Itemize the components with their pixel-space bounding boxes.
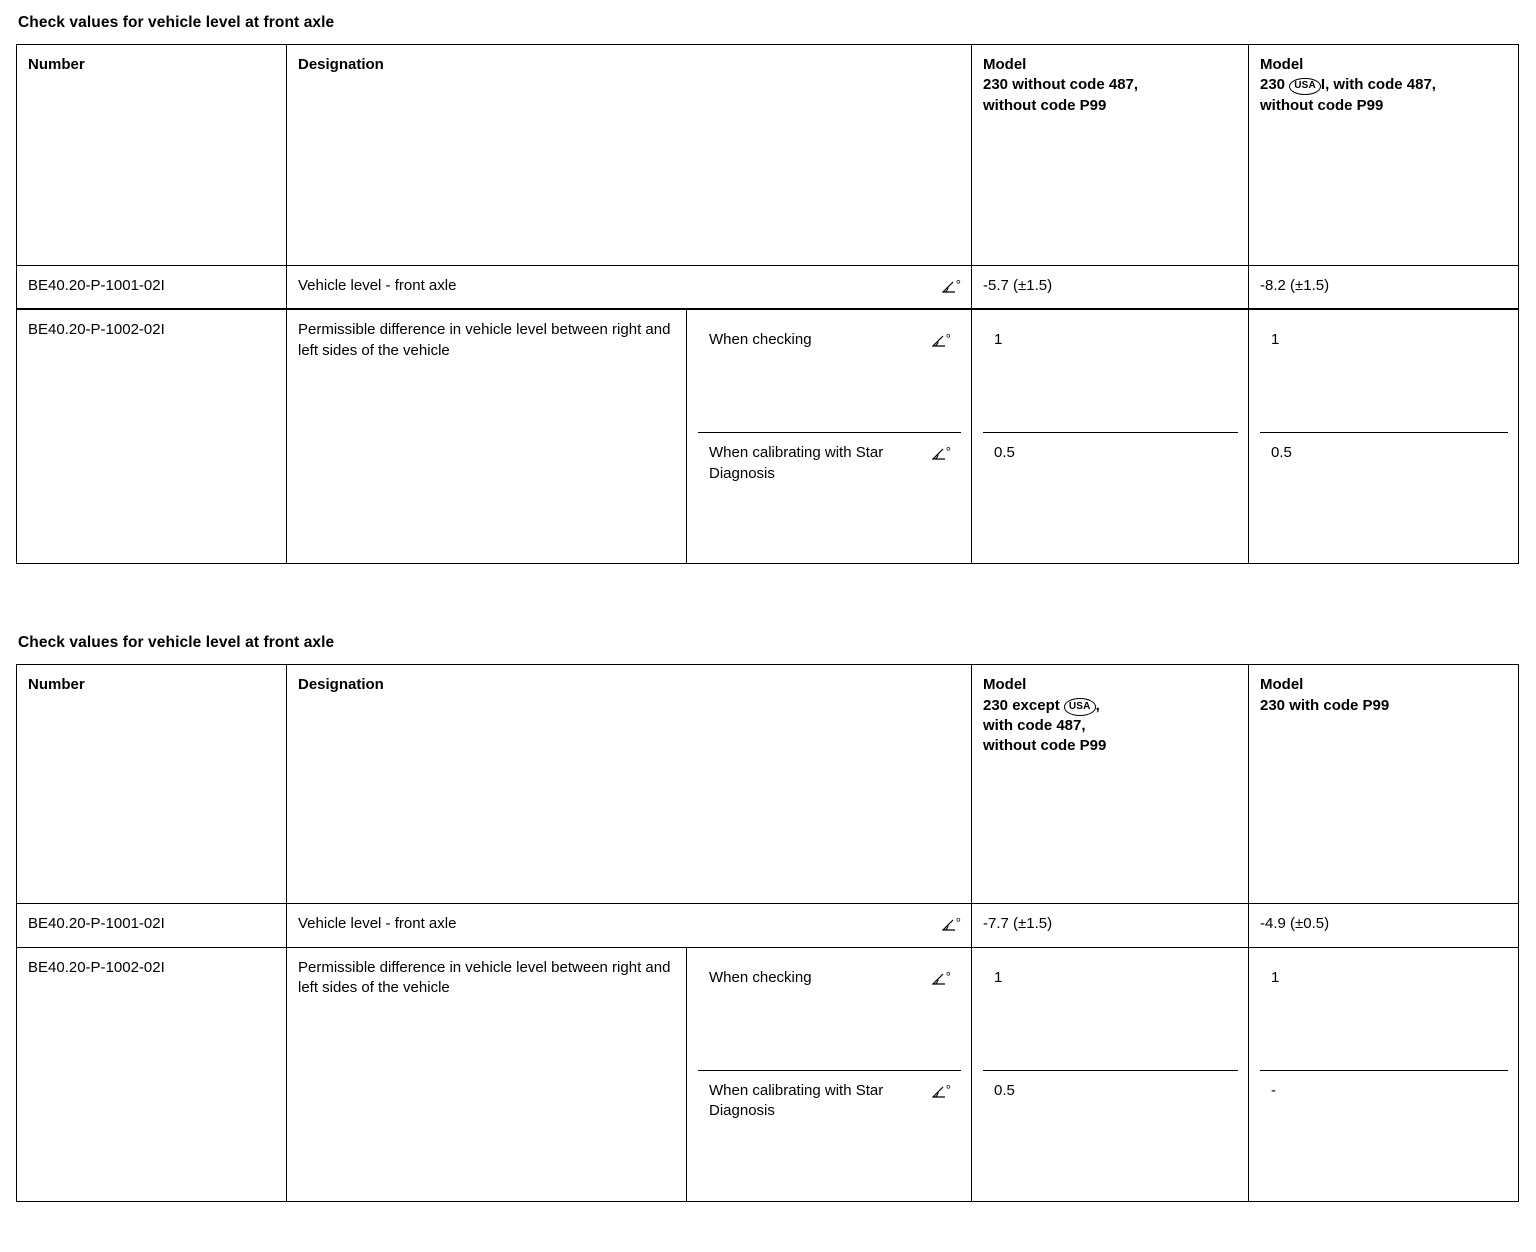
sub-value-cell-model-2 [1249,947,1519,1201]
sub-label-table [698,320,961,553]
row-designation-text: Vehicle level - front axle [298,915,457,933]
model-2-line-1: Model [1260,676,1304,694]
sub-row-label: When calibrating with Star Diagnosis [709,1081,884,1119]
sub-row-value: 1 [983,320,1238,433]
sub-row-label: When checking [709,331,812,349]
sub-row [1260,433,1508,554]
section-spacer [16,564,1520,634]
model-1-line-3: without code P99 [983,96,1107,114]
usa-badge-icon: USA [1064,698,1096,716]
row-number: BE40.20-P-1002-02I [17,309,287,564]
sub-row-label-cell [698,1070,961,1191]
sub-row-value: - [1271,1081,1276,1099]
section-title: Check values for vehicle level at front axle [18,14,335,31]
row-designation [287,904,972,947]
model-1-line-2 [983,696,1238,716]
sub-row-label: When checking [709,968,812,986]
angle-icon [932,1086,946,1098]
model-1-line-2: 230 without code 487, [983,76,1139,94]
sub-row [698,958,961,1071]
row-number: BE40.20-P-1001-02I [17,904,287,947]
section-title: Check values for vehicle level at front axle [18,634,335,652]
sub-row-value: 0.5 [1271,444,1292,462]
sub-row [1260,1070,1508,1191]
spec-section-1 [16,14,1520,564]
row-value-model-2: -8.2 (±1.5) [1249,266,1519,310]
column-header-model-1 [972,45,1249,266]
model-2-suffix: I, with code 487, [1320,76,1436,94]
angle-unit [917,330,951,352]
sub-value-cell-model-2 [1249,309,1519,564]
check-values-table-1 [16,44,1519,564]
check-values-table-2 [16,664,1519,1201]
row-value-model-1: -7.7 (±1.5) [972,904,1249,947]
column-header-model-2 [1249,665,1519,904]
angle-unit [927,914,961,936]
sub-row-value: 0.5 [994,444,1015,462]
column-header-designation: Designation [287,45,972,266]
column-header-number: Number [17,45,287,266]
row-designation-text: Permissible difference in vehicle level between right and left sides of the vehicle [298,321,671,359]
model-1-line-4: without code P99 [983,737,1107,754]
column-header-model-2 [1249,45,1519,266]
degree-symbol: ° [955,277,961,292]
sub-row-value: 1 [1260,320,1508,433]
sub-value-table [1260,958,1508,1191]
spec-section-2 [16,634,1520,1201]
angle-icon [932,335,946,347]
sub-row [698,320,961,433]
table-header-row [17,665,1519,904]
angle-unit [917,443,951,465]
sub-value-table [983,958,1238,1191]
model-2-prefix: 230 [1260,76,1290,94]
angle-icon [932,448,946,460]
sub-row-label: When calibrating with Star Diagnosis [709,444,884,482]
sub-label-cell [687,947,972,1201]
usa-badge-icon: USA [1289,78,1321,96]
sub-label-cell [687,309,972,564]
sub-row [1260,958,1508,1071]
sub-value-cell-model-1 [972,947,1249,1201]
table-header-row [17,45,1519,266]
row-designation [287,947,687,1201]
model-1-suffix: , [1095,696,1100,714]
degree-symbol: ° [955,915,961,931]
sub-value-table [1260,320,1508,553]
sub-label-table [698,958,961,1191]
sub-row-label-cell [698,320,961,433]
column-header-designation: Designation [287,665,972,904]
model-2-line-1: Model [1260,56,1304,73]
degree-symbol: ° [945,968,951,984]
column-header-model-1 [972,665,1249,904]
sub-value-cell-model-1 [972,309,1249,564]
sub-row [1260,320,1508,433]
row-number: BE40.20-P-1002-02I [17,947,287,1201]
table-row [17,266,1519,310]
sub-row [983,433,1238,554]
degree-symbol: ° [945,444,951,460]
degree-symbol: ° [945,1081,951,1097]
row-value-model-2: -4.9 (±0.5) [1249,904,1519,947]
row-designation-text: Vehicle level - front axle [298,277,457,294]
angle-unit [927,276,961,298]
degree-symbol: ° [945,331,951,347]
angle-unit [917,1081,951,1103]
row-designation [287,266,972,310]
sub-row-label-cell [698,433,961,554]
model-2-line-2 [1260,75,1508,95]
table-row [17,947,1519,1201]
row-number: BE40.20-P-1001-02I [17,266,287,310]
row-value-model-1: -5.7 (±1.5) [972,266,1249,310]
sub-row-label-cell [698,958,961,1071]
sub-value-table [983,320,1238,553]
angle-icon [942,281,956,293]
model-2-line-2: 230 with code P99 [1260,696,1390,714]
sub-row [698,1070,961,1191]
table-row [17,309,1519,564]
angle-icon [932,973,946,985]
model-1-line-1: Model [983,56,1027,73]
sub-row-value: 1 [1260,958,1508,1071]
sub-row [983,1070,1238,1191]
model-1-line-1: Model [983,676,1027,694]
table-row [17,904,1519,947]
column-header-number: Number [17,665,287,904]
sub-row-value: 1 [983,958,1238,1071]
angle-icon [942,919,956,931]
model-2-line-3: without code P99 [1260,96,1384,114]
sub-row-value: 0.5 [994,1081,1015,1099]
model-1-prefix: 230 except [983,696,1064,714]
row-designation [287,309,687,564]
angle-unit [917,968,951,990]
row-designation-text: Permissible difference in vehicle level between right and left sides of the vehicle [298,958,671,996]
sub-row [983,958,1238,1071]
model-1-line-3: with code 487, [983,716,1086,734]
sub-row [698,433,961,554]
sub-row [983,320,1238,433]
